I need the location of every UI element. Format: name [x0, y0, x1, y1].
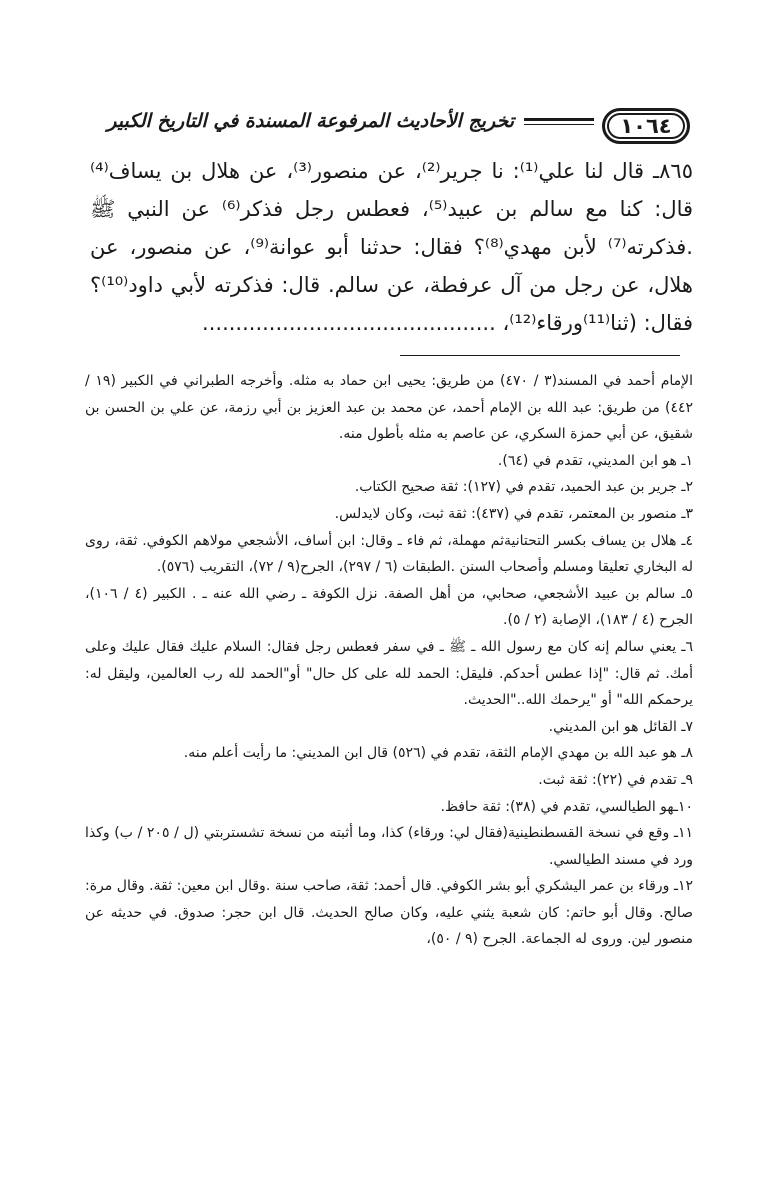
running-title: تخريج الأحاديث المرفوعة المسندة في التاريخ الكبير: [107, 110, 514, 132]
ellipsis-dots: ............................................: [202, 311, 496, 335]
footnote-item: ١٠ـهو الطيالسي، تقدم في (٣٨): ثقة حافظ.: [440, 798, 693, 815]
footnotes: [85, 368, 693, 953]
footnote-item: ٨ـ هو عبد الله بن مهدي الإمام الثقة، تقدم في (٥٢٦) قال ابن المديني: ما رأيت أعلم منه.: [183, 745, 693, 762]
footnote-item: ٥ـ سالم بن عبيد الأشجعي، صحابي، من أهل الصفة. نزل الكوفة ـ رضي الله عنه ـ . الكبير (٤ / ١٠٦)، الجرح (٤ / ١٨٣)، الإصابة (٢ / ٥).: [85, 585, 693, 629]
footnote-item: ٧ـ القائل هو ابن المديني.: [548, 718, 693, 735]
footnote-divider: [400, 355, 680, 356]
page-number-badge: ١٠٦٤: [602, 108, 690, 144]
footnote-item: ٣ـ منصور بن المعتمر، تقدم في (٤٣٧): ثقة ثبت، وكان لايدلس.: [334, 505, 693, 522]
header-ornament-rule: [524, 118, 594, 125]
footnote-intro: الإمام أحمد في المسند(٣ / ٤٧٠) من طريق: يحيى ابن حماد به مثله. وأخرجه الطبراني في الكبير (١٩ / ٤٤٢) من طريق: عبد الله بن الإمام أحمد، عن محمد بن عبد العزيز بن أبي رزمة، عن علي بن الحسن بن شقيق، عن أبي حمزة السكري، عن عاصم به مثله بأطول منه.: [85, 373, 694, 443]
hadith-text: ٨٦٥ـ قال لنا علي⁽¹⁾: نا جرير⁽²⁾، عن منصور⁽³⁾، عن هلال بن يساف⁽⁴⁾ قال: كنا مع سالم بن عبيد⁽⁵⁾، فعطس رجل فذكر⁽⁶⁾ عن النبي ﷺ .فذكرته⁽⁷⁾ لأبن مهدي⁽⁸⁾؟ فقال: حدثنا أبو عوانة⁽⁹⁾، عن منصور، عن هلال، عن رجل من آل عرفطة، عن سالم. قال: فذكرته لأبي داود⁽¹⁰⁾؟ فقال: (ثنا⁽¹¹⁾ورقاء⁽¹²⁾،: [90, 159, 694, 335]
footnote-item: ٤ـ هلال بن يساف بكسر التحتانيةثم مهملة، ثم فاء ـ وقال: ابن أساف، الأشجعي مولاهم الكوفي. ثقة، روى له البخاري تعليقا ومسلم وأصحاب السنن .الطبقات (٦ / ٢٩٧)، الجرح(٩ / ٧٢)، التقريب (٥٧٦).: [85, 532, 693, 576]
footnote-item: ١١ـ وقع في نسخة القسطنطينية(فقال لي: ورقاء) كذا، وما أثبته من نسخة تشستربتي (ل / ٢٠٥ / ب) وكذا ورد في مسند الطيالسي.: [85, 825, 693, 868]
footnote-item: ١٢ـ ورقاء بن عمر اليشكري أبو بشر الكوفي. قال أحمد: ثقة، صاحب سنة .وقال ابن معين: ثقة. وقال مرة: صالح. وقال أبو حاتم: كان شعبة يثني عليه، وكان صالح الحديث. قال ابن حجر: صدوق. في حديثه عن منصور لين. وروى له الجماعة. الجرح (٩ / ٥٠)،: [85, 878, 693, 948]
page-header: [107, 108, 690, 148]
footnote-item: ١ـ هو ابن المديني، تقدم في (٦٤).: [497, 452, 693, 469]
footnote-item: ٩ـ تقدم في (٢٢): ثقة ثبت.: [538, 771, 693, 788]
footnote-item: ٢ـ جرير بن عبد الحميد، تقدم في (١٢٧): ثقة صحيح الكتاب.: [354, 479, 693, 496]
footnote-item: ٦ـ يعني سالم إنه كان مع رسول الله ـ ﷺ ـ في سفر فعطس رجل فقال: السلام عليك فقال عليك وعلى أمك. ثم قال: "إذا عطس أحدكم. فليقل: الحمد لله على كل حال" أو"الحمد لله رب العالمين، وليقل له: يرحمكم الله" أو "يرحمك الله.."الحديث.: [85, 638, 693, 709]
main-text: [90, 152, 693, 342]
hadith-paragraph: [90, 152, 693, 342]
